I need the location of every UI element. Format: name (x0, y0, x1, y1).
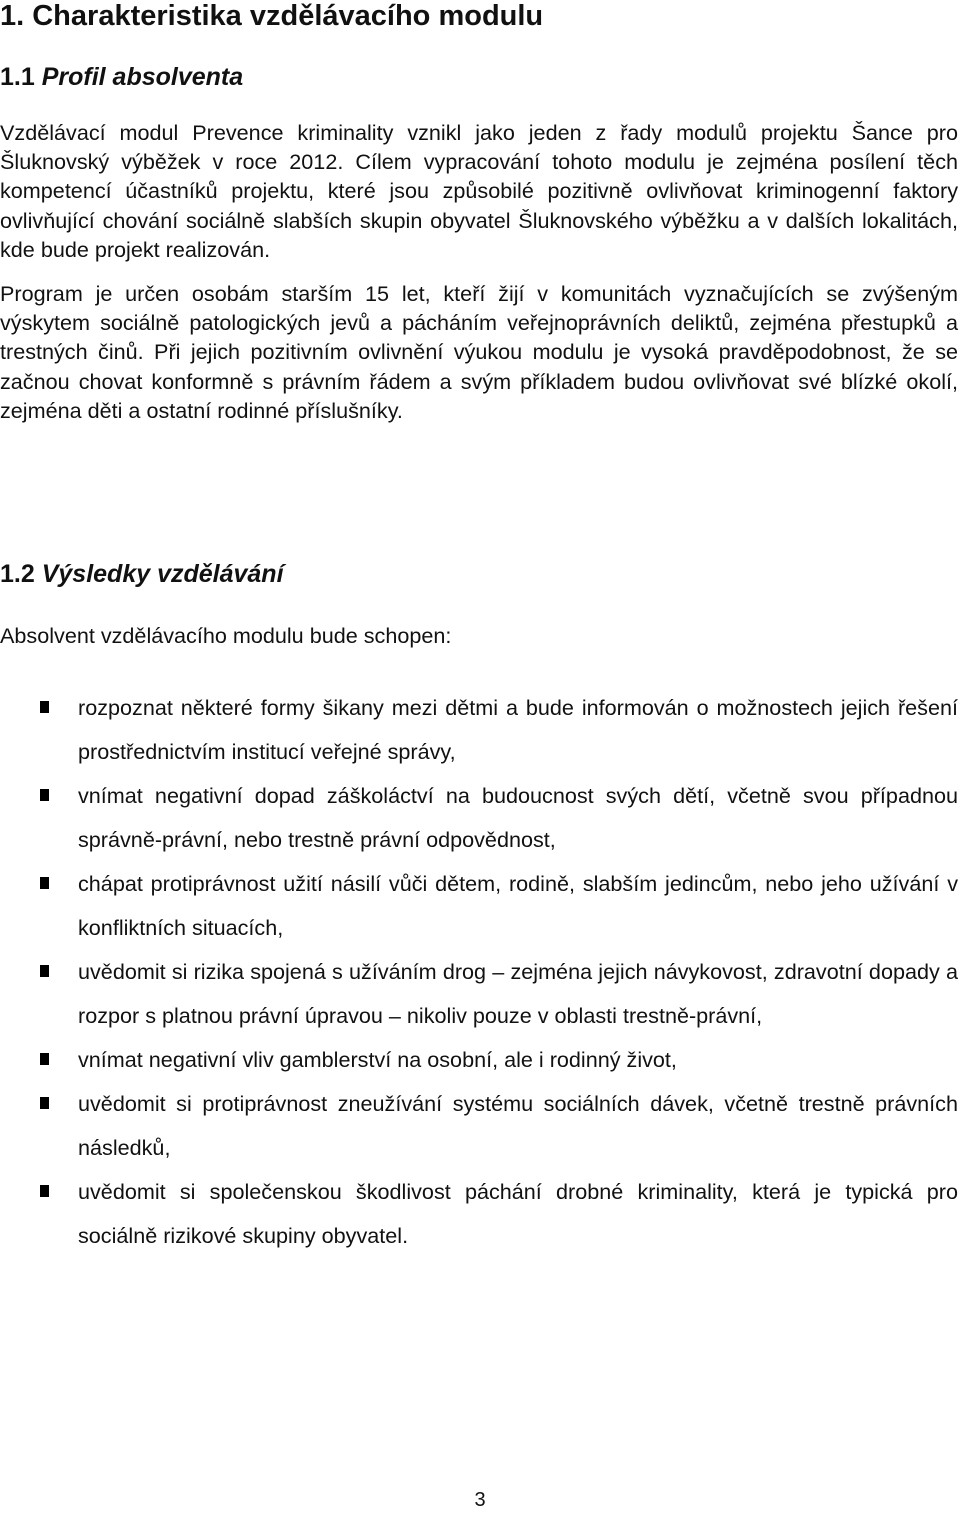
subsection-number: 1.1 (0, 63, 35, 91)
section-heading: 1. Charakteristika vzdělávacího modulu (0, 0, 544, 32)
list-item-text: uvědomit si společenskou škodlivost páchání drobné kriminality, která je typická pro sociálně rizikové skupiny obyvatel. (78, 1179, 958, 1248)
subsection-heading-results (0, 557, 284, 591)
list-item-text: chápat protiprávnost užití násilí vůči dětem, rodině, slabším jedincům, nebo jeho užívání v konfliktních situacích, (78, 871, 958, 940)
page-number: 3 (474, 1489, 486, 1511)
list-item (0, 774, 958, 862)
subsection-title: Profil absolventa (41, 63, 244, 91)
subsection-number: 1.2 (0, 560, 35, 588)
list-item (0, 862, 958, 950)
list-item-text: rozpoznat některé formy šikany mezi dětmi a bude informován o možnostech jejich řešení prostřednictvím institucí veřejné správy, (78, 695, 958, 764)
list-item-text: uvědomit si rizika spojená s užíváním drog – zejména jejich návykovost, zdravotní dopady a rozpor s platnou právní úpravou – nikoliv pouze v oblasti trestně-právní, (78, 959, 958, 1028)
learning-outcomes-list (0, 686, 960, 1258)
square-bullet-icon (40, 701, 49, 713)
list-item-text: uvědomit si protiprávnost zneužívání systému sociálních dávek, včetně trestně právních následků, (78, 1091, 958, 1160)
subsection-title: Výsledky vzdělávání (41, 560, 284, 588)
list-item (0, 1082, 958, 1170)
list-item (0, 950, 958, 1038)
list-item (0, 1170, 958, 1258)
subsection-heading-profile (0, 60, 243, 94)
square-bullet-icon (40, 877, 49, 889)
square-bullet-icon (40, 1185, 49, 1197)
list-item (0, 1038, 958, 1082)
list-item (0, 686, 958, 774)
square-bullet-icon (40, 1053, 49, 1065)
square-bullet-icon (40, 965, 49, 977)
profile-paragraph-2: Program je určen osobám starším 15 let, kteří žijí v komunitách vyznačujících se zvýšeným výskytem sociálně patologických jevů a pácháním veřejnoprávních deliktů, zejména přestupků a trestných činů. Při jejich pozitivním ovlivnění výukou modulu je vysoká pravděpodobnost, že se začnou chovat konformně s právním řádem a svým příkladem budou ovlivňovat své blízké okolí, zejména děti a ostatní rodinné příslušníky. (0, 281, 958, 423)
profile-paragraph-1: Vzdělávací modul Prevence kriminality vznikl jako jeden z řady modulů projektu Šance pro Šluknovský výběžek v roce 2012. Cílem vypracování tohoto modulu je zejména posílení těch kompetencí účastníků projektu, které jsou způsobilé pozitivně ovlivňovat kriminogenní faktory ovlivňující chování sociálně slabších skupin obyvatel Šluknovského výběžku a v dalších lokalitách, kde bude projekt realizován. (0, 120, 958, 262)
list-item-text: vnímat negativní vliv gamblerství na osobní, ale i rodinný život, (78, 1047, 677, 1072)
square-bullet-icon (40, 1097, 49, 1109)
square-bullet-icon (40, 789, 49, 801)
list-item-text: vnímat negativní dopad záškoláctví na budoucnost svých dětí, včetně svou případnou správně-právní, nebo trestně právní odpovědnost, (78, 783, 958, 852)
results-intro: Absolvent vzdělávacího modulu bude schopen: (0, 623, 452, 648)
